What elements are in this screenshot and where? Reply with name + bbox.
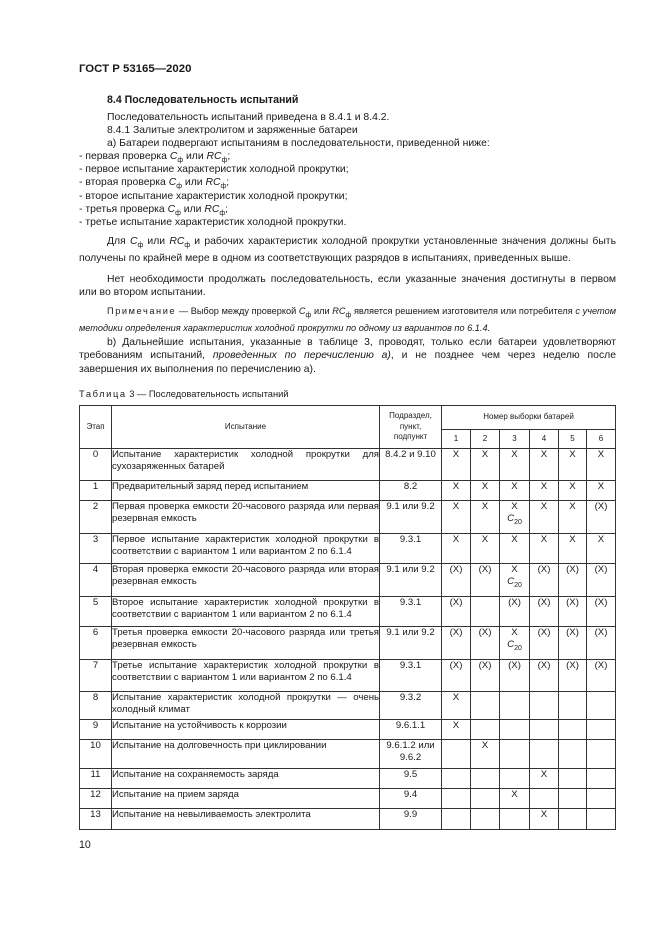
cell-mark: (X) xyxy=(537,660,551,671)
cell-subsection: 9.1 или 9.2 xyxy=(380,501,442,534)
cell-sample-5 xyxy=(559,564,587,597)
table-row xyxy=(80,809,616,830)
document-code-header: ГОСТ Р 53165—2020 xyxy=(79,63,192,75)
cell-mark: X xyxy=(511,534,518,545)
symbol-rc: $RC_ф$ xyxy=(205,177,227,191)
cell-sample-3 xyxy=(500,660,530,692)
cell-sample-3 xyxy=(500,740,530,769)
cell-subsection: 8.4.2 и 9.10 xyxy=(380,449,442,481)
cell-sample-2 xyxy=(471,534,500,564)
note xyxy=(79,305,616,335)
cell-sample-2 xyxy=(471,564,500,597)
sequence-item: - третья проверка $C_ф$ или $RC_ф$; xyxy=(79,203,228,217)
symbol-c: $C_ф$ xyxy=(167,203,181,217)
para-italic: проведенных по перечислению а) xyxy=(212,350,391,362)
cell-test: Испытание характеристик холодной прокрутки — очень холодный климат xyxy=(112,692,380,720)
symbol-rc: $RC_ф$ xyxy=(332,306,352,319)
cell-sample-6 xyxy=(587,809,616,830)
intro-line: Последовательность испытаний приведена в 8.4.1 и 8.4.2. xyxy=(107,112,390,123)
cell-sample-2 xyxy=(471,597,500,627)
cell-test: Испытание характеристик холодной прокрутки для сухозаряженных батарей xyxy=(112,449,380,481)
cell-mark: X xyxy=(481,740,489,751)
cell-sample-1 xyxy=(442,740,471,769)
symbol-rc: $RC_ф$ xyxy=(204,203,226,217)
cell-test: Испытание на долговечность при циклировании xyxy=(112,740,380,769)
cell-mark: X xyxy=(540,449,548,460)
cell-mark: (X) xyxy=(537,627,551,638)
cell-sample-3 xyxy=(500,481,530,501)
cell-stage: 5 xyxy=(80,597,112,627)
cell-mark: X xyxy=(511,501,518,512)
cell-sample-2 xyxy=(471,449,500,481)
note-text: является решением изготовителя или потребителя xyxy=(351,306,576,316)
cell-sample-1 xyxy=(442,660,471,692)
cell-mark: X xyxy=(540,809,548,820)
table-caption-text: 3 — Последовательность испытаний xyxy=(126,389,289,399)
page-number: 10 xyxy=(79,839,91,851)
note-text: — Выбор между проверкой xyxy=(176,306,299,316)
cell-mark: (X) xyxy=(594,627,608,638)
sequence-item: - вторая проверка $C_ф$ или $RC_ф$; xyxy=(79,177,230,191)
cell-stage: 10 xyxy=(80,740,112,769)
cell-sample-2 xyxy=(471,769,500,789)
table-caption xyxy=(79,389,288,399)
cell-sample-3 xyxy=(500,449,530,481)
cell-mark: X xyxy=(597,534,605,545)
header-sample-number: 4 xyxy=(530,430,559,449)
cell-sample-6 xyxy=(587,769,616,789)
cell-sample-4 xyxy=(530,564,559,597)
cell-sample-5 xyxy=(559,660,587,692)
para-text: b) Дальнейшие испытания, указанные в таблице 3, проводят, только если батареи удовлетворяют требованиям испытаний, xyxy=(79,337,616,362)
cell-mark: (X) xyxy=(594,501,608,512)
table-row xyxy=(80,501,616,534)
cell-sample-5 xyxy=(559,501,587,534)
cell-sample-4 xyxy=(530,720,559,740)
symbol-c: $C_ф$ xyxy=(129,236,144,250)
cell-sample-5 xyxy=(559,597,587,627)
cell-mark: X xyxy=(452,534,460,545)
cell-sample-3 xyxy=(500,720,530,740)
cell-mark: (X) xyxy=(566,597,579,608)
cell-sample-4 xyxy=(530,809,559,830)
cell-sample-4 xyxy=(530,449,559,481)
c20-mark: $C_{20}$ xyxy=(507,638,522,652)
cell-mark: X xyxy=(540,481,548,492)
cell-mark: (X) xyxy=(449,627,463,638)
cell-sample-1 xyxy=(442,692,471,720)
table-row xyxy=(80,481,616,501)
cell-sample-3 xyxy=(500,534,530,564)
cell-subsection: 9.6.1.2 или 9.6.2 xyxy=(380,740,442,769)
cell-stage: 7 xyxy=(80,660,112,692)
cell-test: Первая проверка емкости 20-часового разряда или первая резервная емкость xyxy=(112,501,380,534)
cell-sample-4 xyxy=(530,597,559,627)
cell-sample-5 xyxy=(559,789,587,809)
cell-mark: X xyxy=(569,534,576,545)
cell-sample-1 xyxy=(442,481,471,501)
cell-sample-6 xyxy=(587,534,616,564)
cell-subsection: 9.4 xyxy=(380,789,442,809)
cell-sample-5 xyxy=(559,720,587,740)
cell-mark: (X) xyxy=(449,564,463,575)
cell-mark: X xyxy=(540,769,548,780)
cell-subsection: 9.1 или 9.2 xyxy=(380,564,442,597)
cell-test: Испытание на устойчивость к коррозии xyxy=(112,720,380,740)
cell-mark: (X) xyxy=(537,564,551,575)
cell-sample-5 xyxy=(559,740,587,769)
cell-sample-1 xyxy=(442,564,471,597)
cell-sample-4 xyxy=(530,627,559,660)
cell-mark: X xyxy=(511,481,518,492)
header-sample-number: 1 xyxy=(442,430,471,449)
symbol-rc: $RC_ф$ xyxy=(206,151,228,165)
cell-sample-5 xyxy=(559,534,587,564)
header-sample-number: 3 xyxy=(500,430,530,449)
cell-sample-6 xyxy=(587,720,616,740)
note-italic: с учетом методики определения характеристик холодной прокрутки по одному из вариантов по 6.1.4. xyxy=(79,306,616,334)
cell-sample-2 xyxy=(471,740,500,769)
header-test: Испытание xyxy=(112,406,380,449)
table-row xyxy=(80,660,616,692)
cell-mark: (X) xyxy=(594,564,608,575)
table-row xyxy=(80,627,616,660)
cell-sample-4 xyxy=(530,481,559,501)
cell-sample-4 xyxy=(530,534,559,564)
cell-test: Испытание на прием заряда xyxy=(112,789,380,809)
cell-mark: (X) xyxy=(566,627,579,638)
cell-sample-5 xyxy=(559,449,587,481)
cell-sample-2 xyxy=(471,692,500,720)
cell-mark: X xyxy=(511,789,518,800)
cell-sample-1 xyxy=(442,534,471,564)
cell-sample-3 xyxy=(500,692,530,720)
cell-mark: (X) xyxy=(478,564,492,575)
cell-subsection: 8.2 xyxy=(380,481,442,501)
cell-sample-2 xyxy=(471,720,500,740)
cell-mark: X xyxy=(569,501,576,512)
cell-sample-5 xyxy=(559,809,587,830)
cell-sample-5 xyxy=(559,481,587,501)
table-row xyxy=(80,597,616,627)
cell-mark: (X) xyxy=(537,597,551,608)
cell-sample-5 xyxy=(559,769,587,789)
cell-stage: 8 xyxy=(80,692,112,720)
cell-mark: X xyxy=(452,501,460,512)
cell-sample-1 xyxy=(442,789,471,809)
para-text: , и не позднее чем через неделю после завершения их выполнения по перечислению а). xyxy=(79,350,616,375)
cell-sample-4 xyxy=(530,660,559,692)
cell-mark: (X) xyxy=(594,597,608,608)
cell-mark: X xyxy=(452,720,460,731)
cell-sample-2 xyxy=(471,660,500,692)
cell-mark: X xyxy=(481,481,489,492)
cell-sample-2 xyxy=(471,627,500,660)
cell-test: Испытание на невыливаемость электролита xyxy=(112,809,380,830)
cell-mark: X xyxy=(597,481,605,492)
table-caption-label: Таблица xyxy=(79,389,127,399)
cell-mark: X xyxy=(452,481,460,492)
symbol-rc: $RC_ф$ xyxy=(169,236,191,250)
cell-sample-6 xyxy=(587,660,616,692)
cell-subsection: 9.3.2 xyxy=(380,692,442,720)
cell-stage: 6 xyxy=(80,627,112,660)
cell-sample-2 xyxy=(471,501,500,534)
cell-mark: X xyxy=(481,501,489,512)
cell-sample-2 xyxy=(471,481,500,501)
cell-sample-2 xyxy=(471,809,500,830)
table-row xyxy=(80,534,616,564)
cell-sample-3 xyxy=(500,769,530,789)
symbol-c: $C_ф$ xyxy=(168,177,182,191)
cell-sample-6 xyxy=(587,789,616,809)
paragraph-no-need: Нет необходимости продолжать последовательность, если указанные значения достигнуты в первом или во втором испытании. xyxy=(79,274,616,299)
cell-stage: 3 xyxy=(80,534,112,564)
cell-mark: (X) xyxy=(478,627,492,638)
cell-mark: X xyxy=(540,501,548,512)
paragraph-values xyxy=(79,235,616,266)
cell-mark: (X) xyxy=(508,597,521,608)
cell-mark: X xyxy=(569,481,576,492)
para-text: и рабочих характеристик холодной прокрутки установленные значения должны быть получены по крайней мере в одном из соответствующих разрядов в испытаниях, приведенных выше. xyxy=(79,236,616,265)
cell-sample-5 xyxy=(559,692,587,720)
cell-sample-6 xyxy=(587,564,616,597)
table-row xyxy=(80,449,616,481)
para-text: Для xyxy=(107,236,130,247)
symbol-c: $C_ф$ xyxy=(298,306,312,319)
section-title: 8.4 Последовательность испытаний xyxy=(107,94,299,106)
cell-test: Третье испытание характеристик холодной прокрутки в соответствии с вариантом 1 или вариантом 2 по 6.1.4 xyxy=(112,660,380,692)
table-row xyxy=(80,692,616,720)
sequence-item: - первая проверка $C_ф$ или $RC_ф$; xyxy=(79,151,231,165)
cell-stage: 4 xyxy=(80,564,112,597)
sub-heading: 8.4.1 Залитые электролитом и заряженные батареи xyxy=(107,125,358,136)
cell-mark: (X) xyxy=(508,660,521,671)
cell-mark: X xyxy=(511,627,518,638)
cell-sample-3 xyxy=(500,627,530,660)
table-row xyxy=(80,564,616,597)
cell-sample-6 xyxy=(587,449,616,481)
cell-test: Третья проверка емкости 20-часового разряда или третья резервная емкость xyxy=(112,627,380,660)
cell-mark: X xyxy=(511,564,518,575)
note-label: Примечание xyxy=(107,306,177,316)
paragraph-b xyxy=(79,336,616,376)
cell-sample-4 xyxy=(530,789,559,809)
para-text: или xyxy=(143,236,170,247)
cell-sample-6 xyxy=(587,481,616,501)
cell-sample-2 xyxy=(471,789,500,809)
cell-sample-1 xyxy=(442,501,471,534)
cell-sample-3 xyxy=(500,597,530,627)
cell-sample-1 xyxy=(442,597,471,627)
item-a: а) Батареи подвергают испытаниям в последовательности, приведенной ниже: xyxy=(107,138,490,149)
cell-sample-4 xyxy=(530,501,559,534)
cell-sample-4 xyxy=(530,740,559,769)
header-stage: Этап xyxy=(80,406,112,449)
sequence-item: - первое испытание характеристик холодной прокрутки; xyxy=(79,164,349,176)
cell-test: Испытание на сохраняемость заряда xyxy=(112,769,380,789)
sequence-item: - третье испытание характеристик холодной прокрутки. xyxy=(79,217,347,228)
header-sample-number: 2 xyxy=(471,430,500,449)
cell-sample-4 xyxy=(530,769,559,789)
cell-subsection: 9.5 xyxy=(380,769,442,789)
cell-sample-3 xyxy=(500,789,530,809)
header-subsection-line: пункт, xyxy=(399,421,422,431)
cell-sample-3 xyxy=(500,564,530,597)
cell-stage: 9 xyxy=(80,720,112,740)
cell-subsection: 9.6.1.1 xyxy=(380,720,442,740)
cell-mark: (X) xyxy=(449,660,463,671)
cell-sample-3 xyxy=(500,809,530,830)
cell-test: Второе испытание характеристик холодной прокрутки в соответствии с вариантом 1 или вариантом 2 по 6.1.4 xyxy=(112,597,380,627)
cell-sample-4 xyxy=(530,692,559,720)
cell-mark: X xyxy=(481,449,489,460)
cell-sample-1 xyxy=(442,769,471,789)
table-row xyxy=(80,740,616,769)
cell-sample-5 xyxy=(559,627,587,660)
cell-sample-1 xyxy=(442,720,471,740)
cell-sample-3 xyxy=(500,501,530,534)
table-row xyxy=(80,769,616,789)
c20-mark: $C_{20}$ xyxy=(507,512,522,526)
cell-test: Вторая проверка емкости 20-часового разряда или вторая резервная емкость xyxy=(112,564,380,597)
cell-sample-6 xyxy=(587,740,616,769)
header-subsection xyxy=(380,406,442,449)
cell-mark: (X) xyxy=(478,660,492,671)
header-subsection-line: Подраздел, xyxy=(389,411,432,421)
table-row xyxy=(80,720,616,740)
cell-sample-6 xyxy=(587,692,616,720)
cell-test: Предварительный заряд перед испытанием xyxy=(112,481,380,501)
cell-sample-1 xyxy=(442,809,471,830)
cell-subsection: 9.3.1 xyxy=(380,534,442,564)
symbol-c: $C_ф$ xyxy=(169,151,184,165)
cell-sample-6 xyxy=(587,627,616,660)
cell-subsection: 9.1 или 9.2 xyxy=(380,627,442,660)
cell-sample-6 xyxy=(587,597,616,627)
cell-stage: 0 xyxy=(80,449,112,481)
header-sample-number: 6 xyxy=(587,430,616,449)
table-row xyxy=(80,789,616,809)
header-subsection-line: подпункт xyxy=(393,432,428,442)
cell-stage: 11 xyxy=(80,769,112,789)
cell-stage: 1 xyxy=(80,481,112,501)
cell-mark: (X) xyxy=(449,597,463,608)
cell-mark: X xyxy=(511,449,518,460)
cell-mark: (X) xyxy=(566,660,579,671)
cell-mark: X xyxy=(481,534,489,545)
cell-subsection: 9.9 xyxy=(380,809,442,830)
note-text: или xyxy=(311,306,333,316)
cell-mark: (X) xyxy=(594,660,608,671)
cell-sample-1 xyxy=(442,627,471,660)
cell-mark: X xyxy=(569,449,576,460)
cell-mark: X xyxy=(452,449,460,460)
header-samples: Номер выборки батарей xyxy=(442,406,616,430)
cell-mark: (X) xyxy=(566,564,579,575)
cell-stage: 2 xyxy=(80,501,112,534)
cell-mark: X xyxy=(452,692,460,703)
cell-mark: X xyxy=(597,449,605,460)
cell-stage: 13 xyxy=(80,809,112,830)
cell-sample-1 xyxy=(442,449,471,481)
header-sample-number: 5 xyxy=(559,430,587,449)
cell-test: Первое испытание характеристик холодной прокрутки в соответствии с вариантом 1 или вариантом 2 по 6.1.4 xyxy=(112,534,380,564)
cell-mark: X xyxy=(540,534,548,545)
cell-subsection: 9.3.1 xyxy=(380,597,442,627)
sequence-item: - второе испытание характеристик холодной прокрутки; xyxy=(79,190,348,202)
c20-mark: $C_{20}$ xyxy=(507,575,522,589)
cell-subsection: 9.3.1 xyxy=(380,660,442,692)
cell-sample-6 xyxy=(587,501,616,534)
cell-stage: 12 xyxy=(80,789,112,809)
test-sequence-table xyxy=(79,405,616,830)
